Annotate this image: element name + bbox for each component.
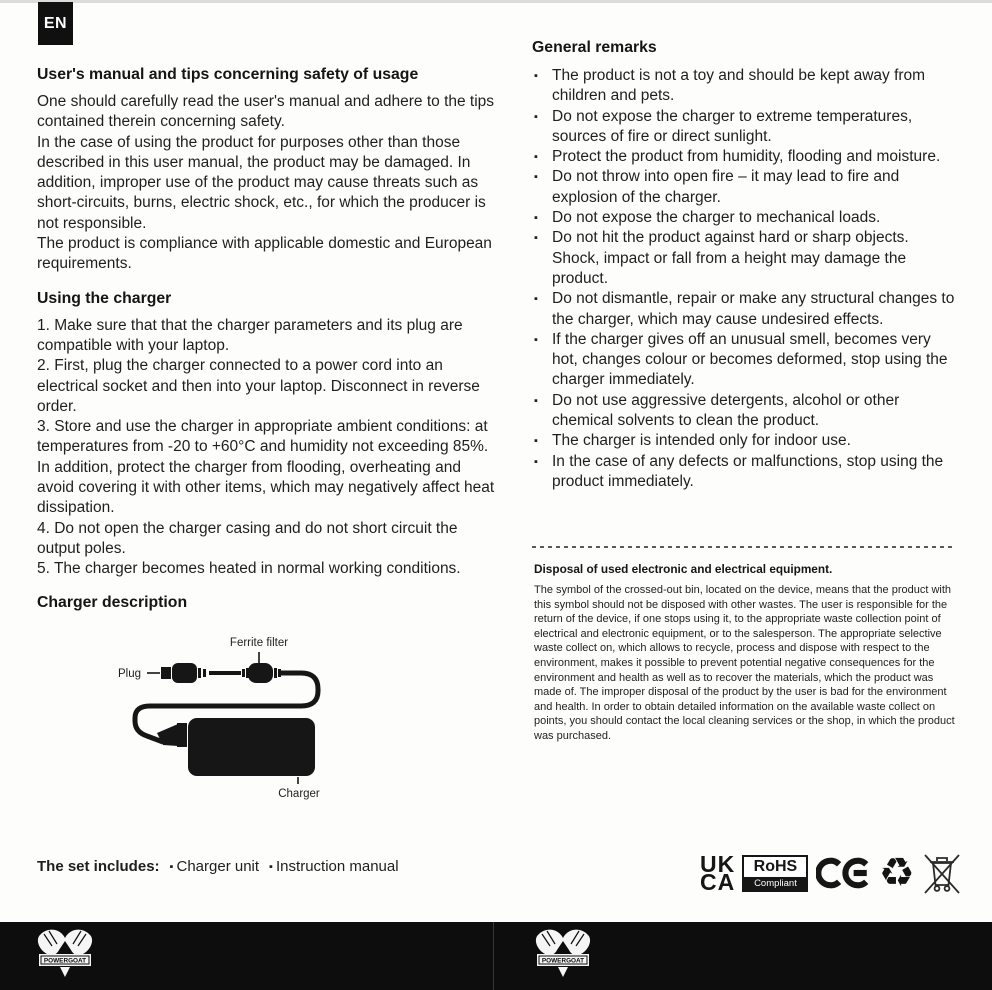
compliance-marks-row <box>700 848 962 898</box>
remark-item: ▪ If the charger gives off an unusual smell, becomes very hot, changes colour or becomes deformed, stop using the charger immediately. <box>532 330 956 391</box>
brand-logo-powergoat <box>32 926 98 982</box>
usage-steps <box>37 316 497 580</box>
remark-item: ▪ Do not dismantle, repair or make any structural changes to the charger, which may cause undesired effects. <box>532 289 956 330</box>
using-charger-title: Using the charger <box>37 289 172 307</box>
usage-step: 2. First, plug the charger connected to a power cord into an electrical socket and then into your laptop. Disconnect in reverse order. <box>37 357 480 415</box>
rohs-badge-icon <box>742 855 808 892</box>
usage-step: 4. Do not open the charger casing and do not short circuit the output poles. <box>37 519 458 557</box>
brand-logo-text: POWERGOAT <box>43 957 87 965</box>
left-column <box>37 66 497 810</box>
rohs-bottom-label: Compliant <box>744 877 806 890</box>
intro-paragraph: The product is compliance with applicable domestic and European requirements. <box>37 235 492 273</box>
rohs-top-label: RoHS <box>753 857 798 875</box>
set-includes-label: The set includes: <box>37 858 160 875</box>
set-includes-item: ▪ Charger unit <box>170 858 260 875</box>
plug-tip <box>161 667 171 679</box>
left-title: User's manual and tips concerning safety of usage <box>37 66 419 83</box>
remark-item: ▪ Do not use aggressive detergents, alcohol or other chemical solvents to clean the product. <box>532 391 956 432</box>
dashed-divider <box>532 546 956 548</box>
intro-paragraphs <box>37 92 497 275</box>
language-badge <box>38 2 73 45</box>
language-badge-label: EN <box>43 14 68 32</box>
intro-paragraph: One should carefully read the user's manual and adhere to the tips contained therein concerning safety. <box>37 93 495 131</box>
remark-item: ▪ In the case of any defects or malfunctions, stop using the product immediately. <box>532 452 956 493</box>
plug-connector <box>172 663 197 683</box>
remark-item: ▪ Do not expose the charger to mechanical loads. <box>532 208 956 228</box>
remark-item: ▪ Do not throw into open fire – it may lead to fire and explosion of the charger. <box>532 167 956 208</box>
usage-step: 3. Store and use the charger in appropriate ambient conditions: at temperatures from -20 to +60°C and humidity not exceeding 85%. In addition, protect the charger from flooding, overheating and avoid covering it with other items, which may negatively affect heat dissipation. <box>37 418 495 517</box>
disposal-title: Disposal of used electronic and electrical equipment. <box>534 562 833 576</box>
ukca-line2: CA <box>700 869 736 895</box>
remark-item: ▪ The product is not a toy and should be kept away from children and pets. <box>532 66 956 107</box>
charger-diagram <box>37 614 494 810</box>
charger-description-title: Charger description <box>37 593 188 611</box>
general-remarks-list <box>532 66 956 492</box>
ukca-line1: UK <box>700 850 736 877</box>
page-fold-line <box>493 922 494 990</box>
recycling-icon: ♻ <box>878 850 915 896</box>
weee-crossed-bin-icon <box>922 849 962 897</box>
set-includes-item: ▪ Instruction manual <box>269 858 399 875</box>
ukca-mark-icon <box>700 850 736 895</box>
usage-step: 5. The charger becomes heated in normal working conditions. <box>37 560 461 578</box>
scan-edge <box>0 0 992 3</box>
ce-mark-icon <box>816 855 872 891</box>
intro-paragraph: In the case of using the product for purposes other than those described in this user manual, the product may be damaged. In addition, improper use of the product may cause threats such as short-circuits, burns, electric shock, etc., for which the producer is not responsible. <box>37 133 486 232</box>
remark-item: ▪ Do not expose the charger to extreme temperatures, sources of fire or direct sunlight. <box>532 107 956 148</box>
right-column <box>532 39 956 492</box>
brand-logo-powergoat <box>530 926 596 982</box>
remark-item: ▪ Protect the product from humidity, flooding and moisture. <box>532 147 956 167</box>
ferrite-filter-label: Ferrite filter <box>229 636 289 649</box>
set-includes-line <box>37 858 507 875</box>
disposal-section <box>534 562 956 744</box>
remark-item: ▪ The charger is intended only for indoor use. <box>532 431 956 451</box>
disposal-text: The symbol of the crossed-out bin, located on the device, means that the product with this symbol should not be disposed with other wastes. The user is responsible for the return of the device, if one stops using it, to the appropriate waste collection point of electrical and electronic equipment, or to the salesperson. The appropriate selective waste collect on, which allows to recycle, process and dispose with respect to the environment, makes it possible to prevent potential negative consequences for the environment and health as well as to recover the materials, which the product was made of. The improper disposal of the product by the user is bad for the environment and health. In order to obtain detailed information on the available waste collect on points, you should contact the local cleaning services or the shop, in which the product was purchased. <box>534 584 955 742</box>
footer-bar <box>0 922 992 990</box>
general-remarks-title: General remarks <box>532 39 657 56</box>
charger-label: Charger <box>278 787 320 800</box>
charger-body <box>188 718 315 776</box>
brand-logo-text: POWERGOAT <box>541 957 585 965</box>
usage-step: 1. Make sure that that the charger parameters and its plug are compatible with your laptop. <box>37 316 463 354</box>
remark-item: ▪ Do not hit the product against hard or sharp objects. Shock, impact or fall from a height may damage the product. <box>532 228 956 289</box>
ferrite-filter-bead <box>248 663 273 683</box>
plug-label: Plug <box>118 667 142 680</box>
